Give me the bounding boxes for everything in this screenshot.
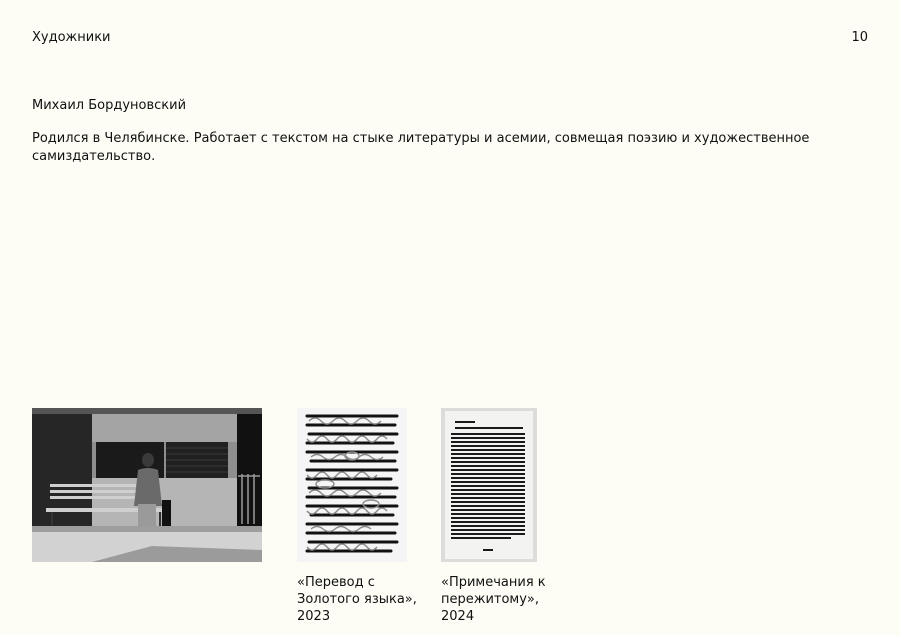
page-number: 10 xyxy=(851,30,868,45)
artist-photo xyxy=(32,408,262,562)
section-title: Художники xyxy=(32,30,111,45)
artwork-notes-image xyxy=(441,408,537,562)
artist-name: Михаил Бордуновский xyxy=(32,98,187,113)
artist-bio: Родился в Челябинске. Работает с текстом на стыке литературы и асемии, совмещая поэзию и художественное самиздательство. xyxy=(32,131,810,164)
artwork-caption: «Перевод с Золотого языка», 2023 xyxy=(297,575,417,624)
artwork-golden-language-image xyxy=(297,408,407,562)
artwork-caption: «Примечания к пережитому», 2024 xyxy=(441,575,546,624)
